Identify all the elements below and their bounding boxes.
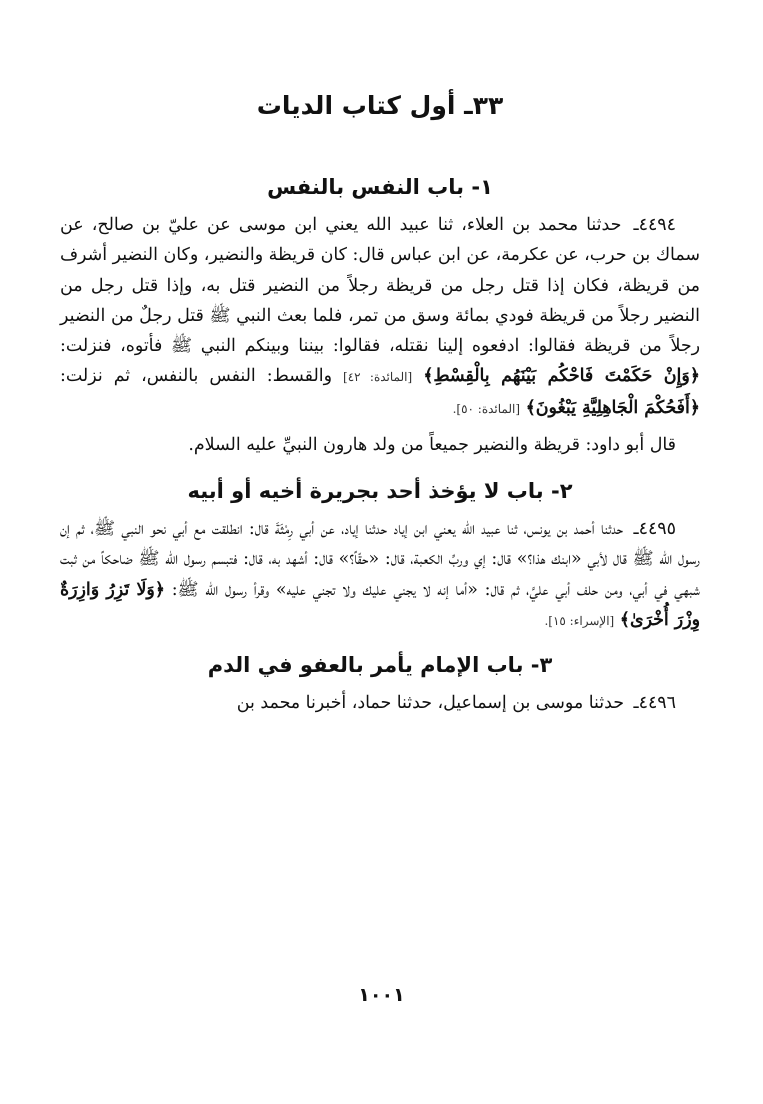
hadith-text: حدثنا موسى بن إسماعيل، حدثنا حماد، أخبرنا محمد بن [236, 693, 624, 714]
quran-verse: ﴿وَإِنْ حَكَمْتَ فَاحْكُم بَيْنَهُم بِالْقِسْطِ﴾ [423, 366, 700, 387]
verse-reference: [الإسراء: ١٥]. [544, 613, 615, 628]
hadith-paragraph [60, 210, 700, 424]
hadith-number: ٤٤٩٥ـ [633, 519, 676, 540]
section-2 [60, 468, 700, 636]
hadith-text: حدثنا أحمد بن يونس، ثنا عبيد الله يعني ابن إياد حدثنا إياد، عن أبي رِمْثَةَ قال: انطلقت مع أبي نحو النبي ﷺ، ثم إن رسول الله ﷺ قال لأبي «ابنك هذا؟» قال: إي وربِّ الكعبة، قال: «حقّاً؟» قال: أشهد به، قال: فتبسم رسول الله ﷺ ضاحكاً من ثبت شبهي في أبي، ومن حلف أبي عليَّ، ثم قال: «أما إنه لا يجني عليك ولا تجني عليه» وقرأ رسول الله ﷺ: [60, 519, 701, 600]
verse-reference: [المائدة: ٥٠]. [452, 401, 521, 416]
spacer [60, 134, 700, 164]
author-note: قال أبو داود: قريظة والنضير جميعاً من ولد هارون النبيِّ عليه السلام. [188, 435, 676, 456]
hadith-number: ٤٤٩٦ـ [633, 693, 676, 714]
quran-verse: ﴿وَلَا تَزِرُ وَازِرَةٌ وِزْرَ أُخْرَىٰ﴾ [60, 579, 700, 630]
chapter-heading: ٣- باب الإمام يأمر بالعفو في الدم [207, 653, 553, 678]
chapter-heading: ٢- باب لا يؤخذ أحد بجريرة أخيه أو أبيه [187, 479, 573, 504]
verse-reference: [المائدة: ٤٢] [343, 370, 413, 385]
quran-verse: ﴿أَفَحُكْمَ الْجَاهِلِيَّةِ يَبْغُونَ﴾ [525, 397, 700, 418]
book-title: ٣٣ـ أول كتاب الديات [256, 91, 504, 120]
page-number: ١٠٠١ [358, 984, 405, 1006]
hadith-text: حدثنا محمد بن العلاء، ثنا عبيد الله يعني ابن موسى عن عليّ بن صالح، عن سماك بن حرب، عن عكرمة، عن ابن عباس قال: كان قريظة والنضير، وكان النضير أشرف من قريظة، فكان إذا قتل رجل من قريظة رجلاً من النضير قتل به، وإذا قتل رجل من النضير رجلاً من قريظة فودي بمائة وسق من تمر، فلما بعث النبي ﷺ قتل رجلٌ من النضير رجلاً من قريظة فقالوا: ادفعوه إلينا نقتله، فقالوا: بيننا وبينكم النبي ﷺ فأتوه، فنزلت: [60, 215, 700, 357]
section-3 [60, 642, 700, 718]
book-page [60, 78, 700, 719]
hadith-text: والقسط: النفس بالنفس، ثم نزلت: [60, 366, 332, 387]
hadith-paragraph [60, 514, 700, 636]
section-1 [60, 164, 700, 462]
chapter-heading: ١- باب النفس بالنفس [267, 175, 493, 199]
hadith-paragraph [60, 688, 700, 718]
hadith-number: ٤٤٩٤ـ [633, 215, 676, 235]
